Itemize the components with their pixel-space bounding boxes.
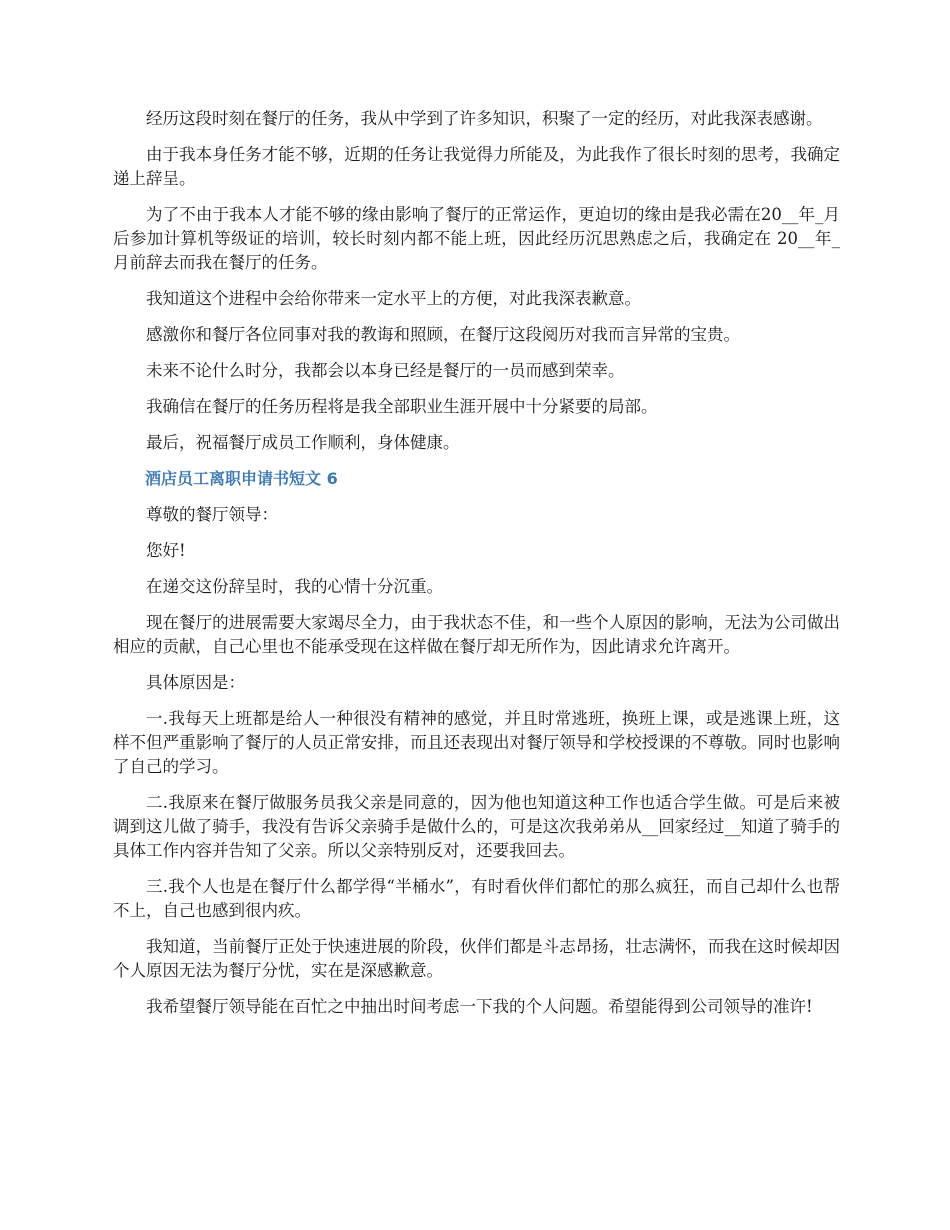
paragraph: 由于我本身任务才能不够，近期的任务让我觉得力所能及，为此我作了很长时刻的思考，我确定递上辞呈。: [113, 145, 840, 188]
paragraph: 未来不论什么时分，我都会以本身已经是餐厅的一员而感到荣幸。: [146, 361, 625, 380]
paragraph: 我确信在餐厅的任务历程将是我全部职业生涯开展中十分紧要的局部。: [146, 397, 658, 416]
paragraph: 感激你和餐厅各位同事对我的教诲和照顾，在餐厅这段阅历对我而言异常的宝贵。: [146, 325, 740, 344]
paragraph: 在递交这份辞呈时，我的心情十分沉重。: [146, 577, 443, 596]
paragraph: 我知道，当前餐厅正处于快速进展的阶段，伙伴们都是斗志昂扬，壮志满怀，而我在这时候却因个人原因无法为餐厅分忧，实在是深感歉意。: [113, 937, 840, 980]
paragraph: 现在餐厅的进展需要大家竭尽全力，由于我状态不佳，和一些个人原因的影响，无法为公司做出相应的贡献，自己心里也不能承受现在这样做在餐厅却无所作为，因此请求允许离开。: [113, 613, 840, 656]
paragraph: 我希望餐厅领导能在百忙之中抽出时间考虑一下我的个人问题。希望能得到公司领导的准许!: [146, 997, 813, 1016]
paragraph: 具体原因是：: [146, 673, 245, 692]
paragraph: 为了不由于我本人才能不够的缘由影响了餐厅的正常运作，更迫切的缘由是我必需在20__年_月后参加计算机等级证的培训，较长时刻内都不能上班，因此经历沉思熟虑之后，我确定在 20__年_月前辞去而我在餐厅的任务。: [113, 205, 840, 272]
salutation: 尊敬的餐厅领导：: [146, 505, 278, 524]
paragraph: 经历这段时刻在餐厅的任务，我从中学到了许多知识，积聚了一定的经历，对此我深表感谢。: [146, 109, 823, 128]
section-heading: 酒店员工离职申请书短文 6: [145, 469, 338, 488]
paragraph: 三.我个人也是在餐厅什么都学得“半桶水”，有时看伙伴们都忙的那么疯狂，而自己却什么也帮不上，自己也感到很内疚。: [113, 877, 840, 920]
greeting: 您好!: [146, 541, 186, 560]
paragraph: 二.我原来在餐厅做服务员我父亲是同意的，因为他也知道这种工作也适合学生做。可是后来被调到这儿做了骑手，我没有告诉父亲骑手是做什么的，可是这次我弟弟从__回家经过__知道了骑手的具体工作内容并告知了父亲。所以父亲特别反对，还要我回去。: [113, 793, 840, 860]
paragraph: 我知道这个进程中会给你带来一定水平上的方便，对此我深表歉意。: [146, 289, 641, 308]
document-page: [113, 107, 840, 1031]
paragraph: 最后，祝福餐厅成员工作顺利，身体健康。: [146, 433, 460, 452]
paragraph: 一.我每天上班都是给人一种很没有精神的感觉，并且时常逃班，换班上课，或是逃课上班，这样不但严重影响了餐厅的人员正常安排，而且还表现出对餐厅领导和学校授课的不尊敬。同时也影响了自己的学习。: [113, 709, 840, 776]
